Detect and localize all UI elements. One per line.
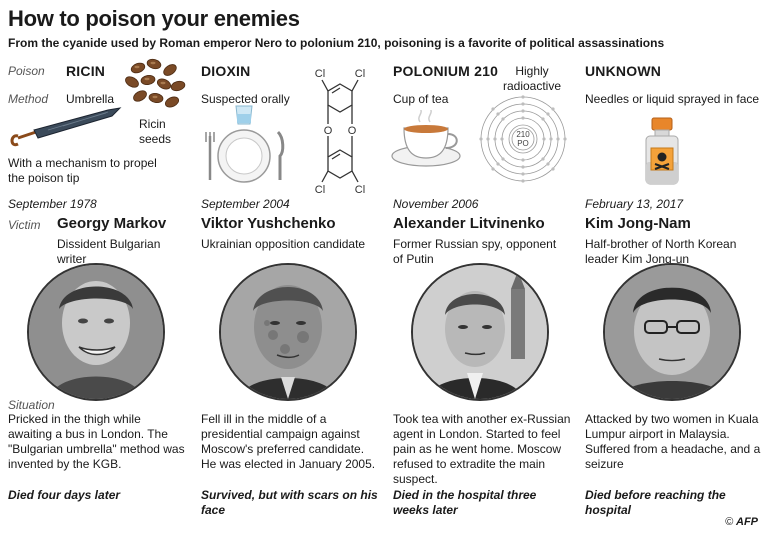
poison-bottle-icon: [642, 116, 682, 188]
method-text: Umbrella: [66, 92, 115, 106]
row-label-method: Method: [8, 92, 49, 106]
polonium-atom-icon: [478, 94, 568, 184]
page-subtitle: From the cyanide used by Roman emperor Nero to polonium 210, poisoning is a favorite of political assassinations: [8, 36, 665, 50]
dioxin-molecule-icon: [310, 66, 370, 196]
method-text: Needles or liquid sprayed in face: [585, 92, 760, 106]
row-label-victim: Victim: [8, 218, 41, 232]
poison-name: UNKNOWN: [585, 63, 662, 79]
person-photo-icon: [221, 265, 355, 399]
victim-name: Viktor Yushchenko: [201, 215, 336, 232]
teacup-icon: [390, 110, 470, 172]
situation-text: Attacked by two women in Kuala Lumpur airport in Malaysia. Suffered from a headache, and a seizure: [585, 412, 761, 471]
molecule-label: Cl: [354, 68, 366, 80]
victim-name: Alexander Litvinenko: [393, 215, 545, 232]
victim-description: Dissident Bulgarian writer: [57, 237, 161, 266]
row-label-poison: Poison: [8, 64, 45, 78]
radioactive-label: Highly radioactive: [502, 64, 562, 93]
victim-portrait: [27, 263, 165, 401]
situation-text: Pricked in the thigh while awaiting a bus in London. The "Bulgarian umbrella" method was invented by the KGB.: [8, 412, 185, 471]
situation-text: Fell ill in the middle of a presidential campaign against Moscow's preferred candidate. He was elected in January 2005.: [201, 412, 376, 471]
atom-symbol-label: PO: [517, 139, 529, 148]
incident-date: September 2004: [201, 197, 290, 211]
victim-portrait: [219, 263, 357, 401]
outcome-text: Died before reaching the hospital: [585, 488, 726, 517]
molecule-label: Cl: [314, 184, 326, 196]
poison-name: DIOXIN: [201, 63, 251, 79]
person-photo-icon: [605, 265, 739, 399]
victim-portrait: [411, 263, 549, 401]
incident-date: February 13, 2017: [585, 197, 684, 211]
outcome-text: Died in the hospital three weeks later: [393, 488, 537, 517]
atom-mass-label: 210: [516, 130, 530, 139]
method-text: Cup of tea: [393, 92, 449, 106]
copyright-symbol: ©: [725, 516, 734, 528]
situation-text: Took tea with another ex-Russian agent in London. Started to feel pain as he went home. Moscow refused to extradite the main suspect.: [393, 412, 571, 486]
ricin-seeds-label: Ricin seeds: [139, 117, 172, 146]
plate-icon: [202, 104, 292, 184]
person-photo-icon: [413, 265, 547, 399]
victim-description: Former Russian spy, opponent of Putin: [393, 237, 557, 266]
incident-date: September 1978: [8, 197, 97, 211]
poison-name: RICIN: [66, 63, 106, 79]
row-label-situation: Situation: [8, 398, 55, 412]
agency-logo-text: AFP: [736, 516, 758, 528]
victim-portrait: [603, 263, 741, 401]
outcome-text: Survived, but with scars on his face: [201, 488, 378, 517]
umbrella-icon: [8, 104, 128, 154]
method-note: With a mechanism to propel the poison tip: [8, 156, 157, 185]
person-photo-icon: [29, 265, 163, 399]
incident-date: November 2006: [393, 197, 479, 211]
molecule-label: Cl: [314, 68, 326, 80]
victim-description: Half-brother of North Korean leader Kim Jong-un: [585, 237, 737, 266]
victim-description: Ukrainian opposition candidate: [201, 237, 366, 251]
method-text: Suspected orally: [201, 92, 290, 106]
ricin-seeds-icon: [120, 56, 190, 116]
molecule-label: O: [347, 125, 357, 137]
credit: [725, 516, 758, 528]
poison-name: POLONIUM 210: [393, 63, 499, 79]
victim-name: Georgy Markov: [57, 215, 167, 232]
victim-name: Kim Jong-Nam: [585, 215, 691, 232]
page-title: How to poison your enemies: [8, 6, 300, 31]
outcome-text: Died four days later: [8, 488, 121, 502]
molecule-label: Cl: [354, 184, 366, 196]
molecule-label: O: [323, 125, 333, 137]
